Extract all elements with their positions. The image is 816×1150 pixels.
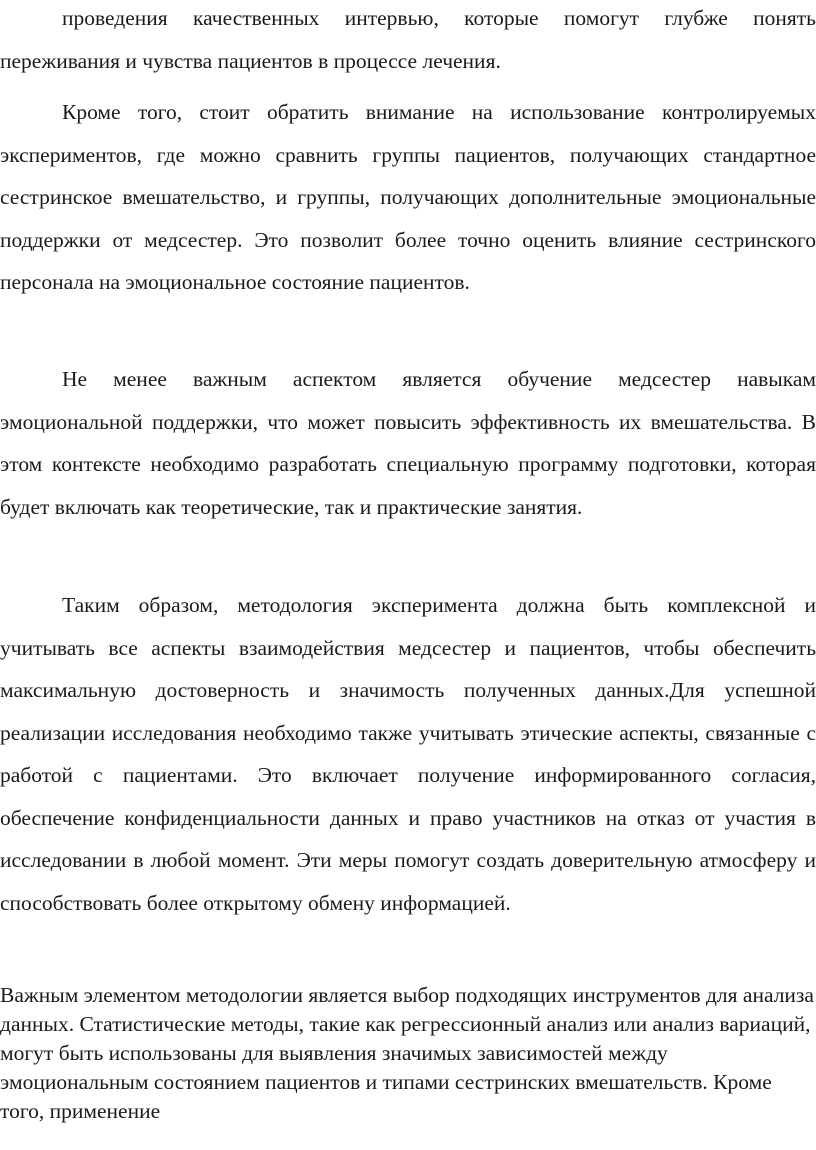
paragraph-controlled-experiments: Кроме того, стоит обратить внимание на использование контролируемых экспериментов, где можно сравнить группы пациентов, получающих стандартное сестринское вмешательство, и группы, получающих дополнительные эмоциональные поддержки от медсестер. Это позволит более точно оценить влияние сестринского персонала на эмоциональное состояние пациентов. xyxy=(0,100,816,294)
paragraph-methodology-ethics: Таким образом, методология эксперимента должна быть комплексной и учитывать все аспекты взаимодействия медсестер и пациентов, чтобы обеспечить максимальную достоверность и значимость полученных данных.Для успешной реализации исследования необходимо также учитывать этические аспекты, связанные с работой с пациентами. Это включает получение информированного согласия, обеспечение конфиденциальности данных и право участников на отказ от участия в исследовании в любой момент. Эти меры помогут создать доверительную атмосферу и способствовать более открытому обмену информацией. xyxy=(0,593,816,915)
paragraph-data-analysis: Важным элементом методологии является выбор подходящих инструментов для анализа данных. Статистические методы, такие как регрессионный анализ или анализ вариаций, могут быть использованы для выявления значимых зависимостей между эмоциональным состоянием пациентов и типами сестринских вмешательств. Кроме того, применение xyxy=(0,983,814,1123)
paragraph-interviews: проведения качественных интервью, которые помогут глубже понять переживания и чувства пациентов в процессе лечения. xyxy=(0,6,816,73)
paragraph-nurse-training: Не менее важным аспектом является обучение медсестер навыкам эмоциональной поддержки, что может повысить эффективность их вмешательства. В этом контексте необходимо разработать специальную программу подготовки, которая будет включать как теоретические, так и практические занятия. xyxy=(0,367,816,519)
